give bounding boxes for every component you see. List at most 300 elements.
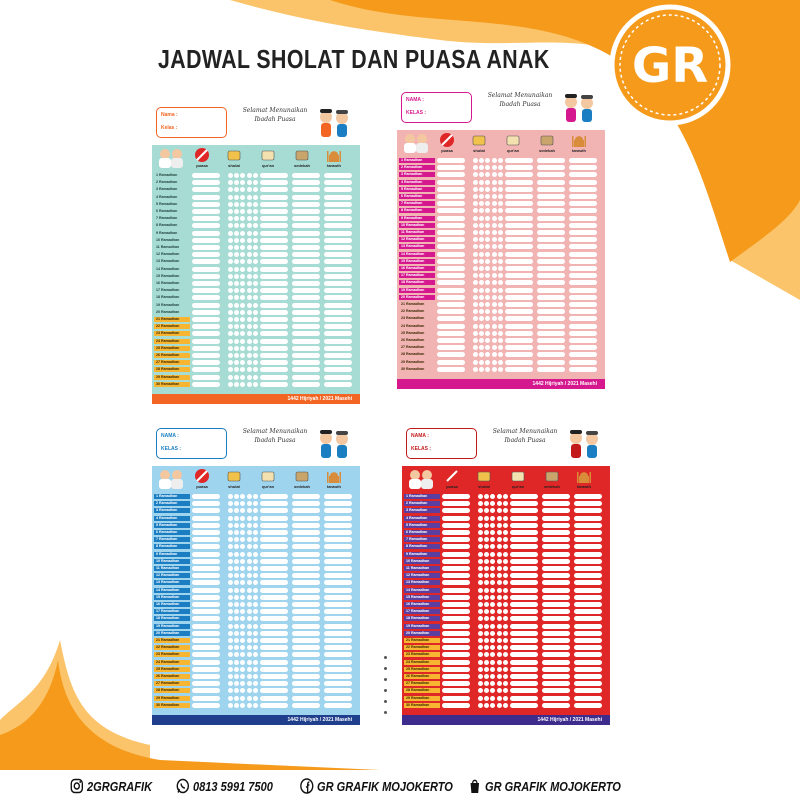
tarawih-checkbox[interactable] <box>574 660 602 665</box>
sholat-checkbox[interactable] <box>228 382 233 387</box>
sedekah-checkbox[interactable] <box>292 544 320 549</box>
sedekah-checkbox[interactable] <box>292 681 320 686</box>
tarawih-checkbox[interactable] <box>324 552 352 557</box>
sholat-checkbox[interactable] <box>228 281 233 286</box>
tarawih-checkbox[interactable] <box>324 537 352 542</box>
puasa-checkbox[interactable] <box>437 295 465 300</box>
sholat-checkbox[interactable] <box>503 696 508 701</box>
sedekah-checkbox[interactable] <box>542 681 570 686</box>
sholat-checkbox[interactable] <box>473 223 478 228</box>
quran-checkbox[interactable] <box>505 316 533 321</box>
sholat-checkbox[interactable] <box>479 309 484 314</box>
sholat-checkbox[interactable] <box>473 273 478 278</box>
quran-checkbox[interactable] <box>505 367 533 372</box>
sholat-checkbox[interactable] <box>228 688 233 693</box>
puasa-checkbox[interactable] <box>192 667 220 672</box>
tarawih-checkbox[interactable] <box>569 180 597 185</box>
tarawih-checkbox[interactable] <box>324 353 352 358</box>
sedekah-checkbox[interactable] <box>542 588 570 593</box>
sholat-checkbox[interactable] <box>497 616 502 621</box>
sholat-checkbox[interactable] <box>503 588 508 593</box>
tarawih-checkbox[interactable] <box>324 523 352 528</box>
sholat-checkbox[interactable] <box>247 516 252 521</box>
puasa-checkbox[interactable] <box>192 516 220 521</box>
sholat-checkbox[interactable] <box>228 508 233 513</box>
sholat-checkbox[interactable] <box>479 324 484 329</box>
sholat-checkbox[interactable] <box>234 375 239 380</box>
tarawih-checkbox[interactable] <box>569 302 597 307</box>
tarawih-checkbox[interactable] <box>574 652 602 657</box>
puasa-checkbox[interactable] <box>442 573 470 578</box>
quran-checkbox[interactable] <box>510 624 538 629</box>
sholat-checkbox[interactable] <box>490 588 495 593</box>
sholat-checkbox[interactable] <box>247 544 252 549</box>
sholat-checkbox[interactable] <box>234 645 239 650</box>
sholat-checkbox[interactable] <box>485 280 490 285</box>
puasa-checkbox[interactable] <box>192 310 220 315</box>
sholat-checkbox[interactable] <box>253 681 258 686</box>
sholat-checkbox[interactable] <box>247 616 252 621</box>
puasa-checkbox[interactable] <box>192 566 220 571</box>
sholat-checkbox[interactable] <box>228 645 233 650</box>
tarawih-checkbox[interactable] <box>574 667 602 672</box>
sholat-checkbox[interactable] <box>228 580 233 585</box>
sholat-checkbox[interactable] <box>228 252 233 257</box>
sedekah-checkbox[interactable] <box>542 652 570 657</box>
quran-checkbox[interactable] <box>260 631 288 636</box>
quran-checkbox[interactable] <box>260 324 288 329</box>
sholat-checkbox[interactable] <box>247 595 252 600</box>
sholat-checkbox[interactable] <box>234 331 239 336</box>
sholat-checkbox[interactable] <box>240 631 245 636</box>
sedekah-checkbox[interactable] <box>542 494 570 499</box>
sholat-checkbox[interactable] <box>228 339 233 344</box>
sholat-checkbox[interactable] <box>228 681 233 686</box>
sholat-checkbox[interactable] <box>234 631 239 636</box>
sholat-checkbox[interactable] <box>473 324 478 329</box>
sholat-checkbox[interactable] <box>484 501 489 506</box>
sholat-checkbox[interactable] <box>503 609 508 614</box>
sholat-checkbox[interactable] <box>473 316 478 321</box>
tarawih-checkbox[interactable] <box>569 237 597 242</box>
puasa-checkbox[interactable] <box>192 681 220 686</box>
sholat-checkbox[interactable] <box>498 324 503 329</box>
quran-checkbox[interactable] <box>260 552 288 557</box>
quran-checkbox[interactable] <box>505 338 533 343</box>
sholat-checkbox[interactable] <box>492 316 497 321</box>
sholat-checkbox[interactable] <box>240 501 245 506</box>
quran-checkbox[interactable] <box>260 339 288 344</box>
sholat-checkbox[interactable] <box>253 674 258 679</box>
puasa-checkbox[interactable] <box>192 187 220 192</box>
tarawih-checkbox[interactable] <box>574 595 602 600</box>
sedekah-checkbox[interactable] <box>537 295 565 300</box>
quran-checkbox[interactable] <box>260 245 288 250</box>
sholat-checkbox[interactable] <box>492 352 497 357</box>
puasa-checkbox[interactable] <box>192 645 220 650</box>
tarawih-checkbox[interactable] <box>324 616 352 621</box>
sholat-checkbox[interactable] <box>247 216 252 221</box>
sholat-checkbox[interactable] <box>234 552 239 557</box>
sholat-checkbox[interactable] <box>253 339 258 344</box>
sholat-checkbox[interactable] <box>492 259 497 264</box>
tarawih-checkbox[interactable] <box>324 494 352 499</box>
quran-checkbox[interactable] <box>510 602 538 607</box>
puasa-checkbox[interactable] <box>192 202 220 207</box>
quran-checkbox[interactable] <box>510 696 538 701</box>
quran-checkbox[interactable] <box>260 516 288 521</box>
tarawih-checkbox[interactable] <box>324 501 352 506</box>
sholat-checkbox[interactable] <box>473 367 478 372</box>
sholat-checkbox[interactable] <box>490 624 495 629</box>
sholat-checkbox[interactable] <box>479 345 484 350</box>
sholat-checkbox[interactable] <box>498 302 503 307</box>
sholat-checkbox[interactable] <box>492 187 497 192</box>
sholat-checkbox[interactable] <box>478 580 483 585</box>
puasa-checkbox[interactable] <box>437 223 465 228</box>
sholat-checkbox[interactable] <box>247 624 252 629</box>
tarawih-checkbox[interactable] <box>574 609 602 614</box>
puasa-checkbox[interactable] <box>437 338 465 343</box>
quran-checkbox[interactable] <box>510 616 538 621</box>
sholat-checkbox[interactable] <box>490 530 495 535</box>
sedekah-checkbox[interactable] <box>537 360 565 365</box>
sholat-checkbox[interactable] <box>247 566 252 571</box>
quran-checkbox[interactable] <box>505 208 533 213</box>
sedekah-checkbox[interactable] <box>292 595 320 600</box>
sedekah-checkbox[interactable] <box>292 216 320 221</box>
sholat-checkbox[interactable] <box>485 172 490 177</box>
sholat-checkbox[interactable] <box>473 180 478 185</box>
sholat-checkbox[interactable] <box>473 237 478 242</box>
sholat-checkbox[interactable] <box>240 382 245 387</box>
sholat-checkbox[interactable] <box>498 252 503 257</box>
sholat-checkbox[interactable] <box>228 303 233 308</box>
sholat-checkbox[interactable] <box>234 195 239 200</box>
puasa-checkbox[interactable] <box>437 309 465 314</box>
puasa-checkbox[interactable] <box>437 252 465 257</box>
sholat-checkbox[interactable] <box>473 345 478 350</box>
puasa-checkbox[interactable] <box>192 595 220 600</box>
sedekah-checkbox[interactable] <box>292 516 320 521</box>
sedekah-checkbox[interactable] <box>542 609 570 614</box>
puasa-checkbox[interactable] <box>437 172 465 177</box>
sholat-checkbox[interactable] <box>228 616 233 621</box>
sholat-checkbox[interactable] <box>473 158 478 163</box>
sholat-checkbox[interactable] <box>247 696 252 701</box>
sedekah-checkbox[interactable] <box>537 237 565 242</box>
sholat-checkbox[interactable] <box>228 595 233 600</box>
quran-checkbox[interactable] <box>260 202 288 207</box>
quran-checkbox[interactable] <box>260 667 288 672</box>
sholat-checkbox[interactable] <box>485 230 490 235</box>
tarawih-checkbox[interactable] <box>574 494 602 499</box>
puasa-checkbox[interactable] <box>192 382 220 387</box>
sholat-checkbox[interactable] <box>253 245 258 250</box>
quran-checkbox[interactable] <box>505 360 533 365</box>
sholat-checkbox[interactable] <box>484 516 489 521</box>
tarawih-checkbox[interactable] <box>324 559 352 564</box>
quran-checkbox[interactable] <box>260 238 288 243</box>
sholat-checkbox[interactable] <box>240 216 245 221</box>
sholat-checkbox[interactable] <box>497 703 502 708</box>
sholat-checkbox[interactable] <box>253 375 258 380</box>
sedekah-checkbox[interactable] <box>542 544 570 549</box>
sholat-checkbox[interactable] <box>234 703 239 708</box>
sholat-checkbox[interactable] <box>484 494 489 499</box>
quran-checkbox[interactable] <box>510 580 538 585</box>
sholat-checkbox[interactable] <box>484 588 489 593</box>
sholat-checkbox[interactable] <box>228 537 233 542</box>
sholat-checkbox[interactable] <box>498 288 503 293</box>
puasa-checkbox[interactable] <box>442 566 470 571</box>
sholat-checkbox[interactable] <box>490 516 495 521</box>
puasa-checkbox[interactable] <box>192 552 220 557</box>
sholat-checkbox[interactable] <box>234 216 239 221</box>
sholat-checkbox[interactable] <box>247 588 252 593</box>
sedekah-checkbox[interactable] <box>292 566 320 571</box>
sholat-checkbox[interactable] <box>490 696 495 701</box>
puasa-checkbox[interactable] <box>442 494 470 499</box>
tarawih-checkbox[interactable] <box>324 375 352 380</box>
sholat-checkbox[interactable] <box>240 324 245 329</box>
quran-checkbox[interactable] <box>505 331 533 336</box>
sholat-checkbox[interactable] <box>478 703 483 708</box>
sholat-checkbox[interactable] <box>490 652 495 657</box>
sholat-checkbox[interactable] <box>234 259 239 264</box>
sholat-checkbox[interactable] <box>479 172 484 177</box>
tarawih-checkbox[interactable] <box>324 674 352 679</box>
sholat-checkbox[interactable] <box>490 559 495 564</box>
sholat-checkbox[interactable] <box>503 688 508 693</box>
sholat-checkbox[interactable] <box>484 616 489 621</box>
quran-checkbox[interactable] <box>260 537 288 542</box>
sholat-checkbox[interactable] <box>240 259 245 264</box>
tarawih-checkbox[interactable] <box>574 523 602 528</box>
sholat-checkbox[interactable] <box>492 273 497 278</box>
sholat-checkbox[interactable] <box>478 566 483 571</box>
sedekah-checkbox[interactable] <box>292 324 320 329</box>
sedekah-checkbox[interactable] <box>292 530 320 535</box>
puasa-checkbox[interactable] <box>442 588 470 593</box>
sholat-checkbox[interactable] <box>228 530 233 535</box>
sholat-checkbox[interactable] <box>498 331 503 336</box>
sholat-checkbox[interactable] <box>485 266 490 271</box>
sholat-checkbox[interactable] <box>492 208 497 213</box>
sholat-checkbox[interactable] <box>490 681 495 686</box>
sholat-checkbox[interactable] <box>253 209 258 214</box>
tarawih-checkbox[interactable] <box>324 631 352 636</box>
tarawih-checkbox[interactable] <box>569 266 597 271</box>
sholat-checkbox[interactable] <box>479 280 484 285</box>
sholat-checkbox[interactable] <box>492 237 497 242</box>
sholat-checkbox[interactable] <box>490 580 495 585</box>
sedekah-checkbox[interactable] <box>292 180 320 185</box>
sholat-checkbox[interactable] <box>228 523 233 528</box>
sholat-checkbox[interactable] <box>234 660 239 665</box>
quran-checkbox[interactable] <box>260 195 288 200</box>
sholat-checkbox[interactable] <box>497 588 502 593</box>
sholat-checkbox[interactable] <box>485 331 490 336</box>
sholat-checkbox[interactable] <box>253 259 258 264</box>
sholat-checkbox[interactable] <box>490 494 495 499</box>
sholat-checkbox[interactable] <box>234 173 239 178</box>
quran-checkbox[interactable] <box>260 346 288 351</box>
puasa-checkbox[interactable] <box>442 645 470 650</box>
sedekah-checkbox[interactable] <box>542 559 570 564</box>
sholat-checkbox[interactable] <box>234 616 239 621</box>
sholat-checkbox[interactable] <box>485 302 490 307</box>
sholat-checkbox[interactable] <box>253 281 258 286</box>
quran-checkbox[interactable] <box>505 302 533 307</box>
puasa-checkbox[interactable] <box>192 508 220 513</box>
sholat-checkbox[interactable] <box>253 267 258 272</box>
sholat-checkbox[interactable] <box>253 616 258 621</box>
puasa-checkbox[interactable] <box>442 638 470 643</box>
sholat-checkbox[interactable] <box>240 317 245 322</box>
sholat-checkbox[interactable] <box>253 588 258 593</box>
tarawih-checkbox[interactable] <box>574 508 602 513</box>
sedekah-checkbox[interactable] <box>292 295 320 300</box>
tarawih-checkbox[interactable] <box>569 338 597 343</box>
sholat-checkbox[interactable] <box>247 209 252 214</box>
sholat-checkbox[interactable] <box>503 537 508 542</box>
sholat-checkbox[interactable] <box>240 609 245 614</box>
tarawih-checkbox[interactable] <box>324 209 352 214</box>
sholat-checkbox[interactable] <box>253 187 258 192</box>
sholat-checkbox[interactable] <box>497 609 502 614</box>
quran-checkbox[interactable] <box>510 703 538 708</box>
sholat-checkbox[interactable] <box>490 508 495 513</box>
sholat-checkbox[interactable] <box>498 230 503 235</box>
sholat-checkbox[interactable] <box>503 681 508 686</box>
tarawih-checkbox[interactable] <box>569 331 597 336</box>
sholat-checkbox[interactable] <box>503 566 508 571</box>
sholat-checkbox[interactable] <box>484 624 489 629</box>
sholat-checkbox[interactable] <box>484 660 489 665</box>
quran-checkbox[interactable] <box>260 494 288 499</box>
sholat-checkbox[interactable] <box>485 360 490 365</box>
puasa-checkbox[interactable] <box>192 652 220 657</box>
sedekah-checkbox[interactable] <box>537 223 565 228</box>
sholat-checkbox[interactable] <box>234 501 239 506</box>
sholat-checkbox[interactable] <box>234 638 239 643</box>
sholat-checkbox[interactable] <box>240 252 245 257</box>
sholat-checkbox[interactable] <box>247 339 252 344</box>
sholat-checkbox[interactable] <box>240 281 245 286</box>
sholat-checkbox[interactable] <box>240 238 245 243</box>
sholat-checkbox[interactable] <box>234 696 239 701</box>
sedekah-checkbox[interactable] <box>292 209 320 214</box>
tarawih-checkbox[interactable] <box>324 566 352 571</box>
puasa-checkbox[interactable] <box>442 516 470 521</box>
sholat-checkbox[interactable] <box>228 544 233 549</box>
sholat-checkbox[interactable] <box>498 237 503 242</box>
sholat-checkbox[interactable] <box>247 382 252 387</box>
puasa-checkbox[interactable] <box>192 580 220 585</box>
sholat-checkbox[interactable] <box>478 588 483 593</box>
sholat-checkbox[interactable] <box>247 602 252 607</box>
sedekah-checkbox[interactable] <box>542 501 570 506</box>
puasa-checkbox[interactable] <box>192 324 220 329</box>
sholat-checkbox[interactable] <box>490 674 495 679</box>
sholat-checkbox[interactable] <box>492 194 497 199</box>
puasa-checkbox[interactable] <box>442 616 470 621</box>
sholat-checkbox[interactable] <box>485 288 490 293</box>
tarawih-checkbox[interactable] <box>324 173 352 178</box>
quran-checkbox[interactable] <box>505 324 533 329</box>
sholat-checkbox[interactable] <box>503 552 508 557</box>
puasa-checkbox[interactable] <box>192 660 220 665</box>
quran-checkbox[interactable] <box>260 216 288 221</box>
sholat-checkbox[interactable] <box>253 173 258 178</box>
sholat-checkbox[interactable] <box>478 674 483 679</box>
sholat-checkbox[interactable] <box>503 602 508 607</box>
sholat-checkbox[interactable] <box>478 523 483 528</box>
sholat-checkbox[interactable] <box>234 624 239 629</box>
sholat-checkbox[interactable] <box>247 303 252 308</box>
puasa-checkbox[interactable] <box>192 688 220 693</box>
quran-checkbox[interactable] <box>260 688 288 693</box>
sholat-checkbox[interactable] <box>484 530 489 535</box>
tarawih-checkbox[interactable] <box>324 508 352 513</box>
quran-checkbox[interactable] <box>505 158 533 163</box>
tarawih-checkbox[interactable] <box>324 595 352 600</box>
tarawih-checkbox[interactable] <box>569 252 597 257</box>
sholat-checkbox[interactable] <box>503 580 508 585</box>
tarawih-checkbox[interactable] <box>324 367 352 372</box>
sholat-checkbox[interactable] <box>247 317 252 322</box>
tarawih-checkbox[interactable] <box>324 696 352 701</box>
sholat-checkbox[interactable] <box>234 288 239 293</box>
sholat-checkbox[interactable] <box>497 523 502 528</box>
sedekah-checkbox[interactable] <box>292 223 320 228</box>
sholat-checkbox[interactable] <box>497 688 502 693</box>
sholat-checkbox[interactable] <box>240 274 245 279</box>
puasa-checkbox[interactable] <box>192 216 220 221</box>
sholat-checkbox[interactable] <box>247 703 252 708</box>
sholat-checkbox[interactable] <box>228 317 233 322</box>
puasa-checkbox[interactable] <box>437 273 465 278</box>
sholat-checkbox[interactable] <box>497 645 502 650</box>
tarawih-checkbox[interactable] <box>574 681 602 686</box>
sholat-checkbox[interactable] <box>473 352 478 357</box>
puasa-checkbox[interactable] <box>192 331 220 336</box>
quran-checkbox[interactable] <box>260 624 288 629</box>
sedekah-checkbox[interactable] <box>292 245 320 250</box>
tarawih-checkbox[interactable] <box>324 624 352 629</box>
quran-checkbox[interactable] <box>260 231 288 236</box>
sedekah-checkbox[interactable] <box>537 266 565 271</box>
puasa-checkbox[interactable] <box>192 544 220 549</box>
quran-checkbox[interactable] <box>260 696 288 701</box>
tarawih-checkbox[interactable] <box>574 580 602 585</box>
puasa-checkbox[interactable] <box>192 245 220 250</box>
quran-checkbox[interactable] <box>260 367 288 372</box>
sholat-checkbox[interactable] <box>490 501 495 506</box>
sholat-checkbox[interactable] <box>484 523 489 528</box>
tarawih-checkbox[interactable] <box>324 667 352 672</box>
sholat-checkbox[interactable] <box>253 523 258 528</box>
sholat-checkbox[interactable] <box>234 580 239 585</box>
quran-checkbox[interactable] <box>260 223 288 228</box>
puasa-checkbox[interactable] <box>437 266 465 271</box>
sholat-checkbox[interactable] <box>492 201 497 206</box>
sholat-checkbox[interactable] <box>473 194 478 199</box>
sholat-checkbox[interactable] <box>492 367 497 372</box>
sholat-checkbox[interactable] <box>240 559 245 564</box>
sholat-checkbox[interactable] <box>247 631 252 636</box>
